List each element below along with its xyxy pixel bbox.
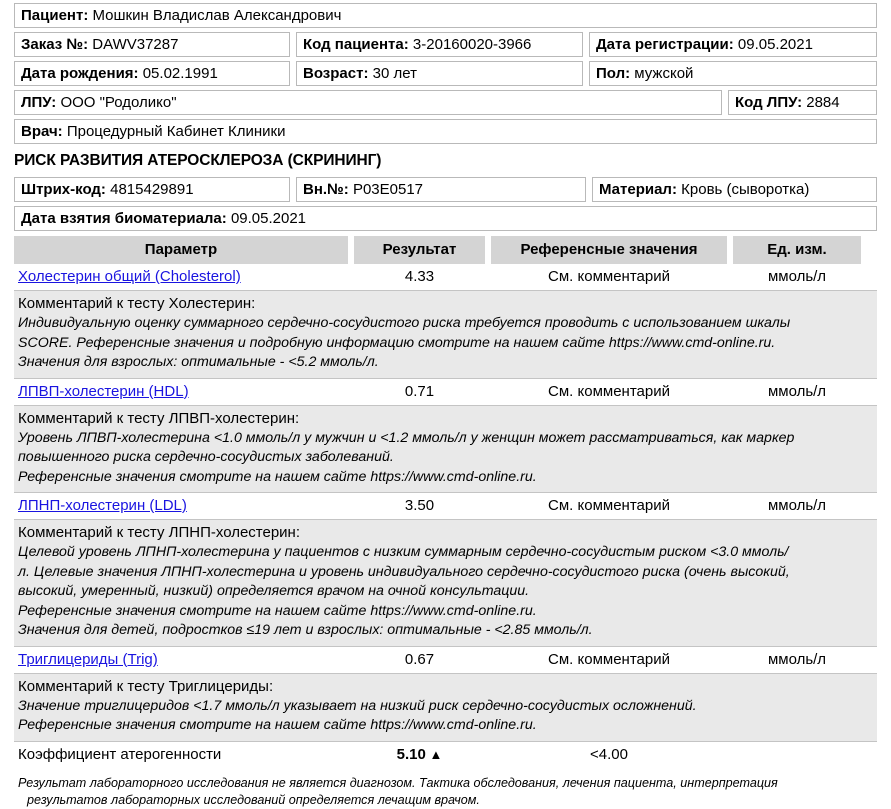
age-box — [296, 61, 583, 86]
comment-line: Референсные значения смотрите на нашем сайте https://www.cmd-online.ru. — [18, 468, 537, 485]
order-value: DAWV37287 — [92, 36, 179, 53]
barcode-box — [14, 177, 290, 202]
test-name-link[interactable]: ЛПВП-холестерин (HDL) — [18, 382, 189, 400]
cell-unit: ммоль/л — [767, 268, 827, 285]
header-row-order — [14, 32, 877, 57]
registration-date-box — [589, 32, 877, 57]
cell-reference: См. комментарий — [548, 650, 670, 668]
comment-line: повышенного риска сердечно-сосудистых заболеваний. — [18, 449, 394, 465]
comment-line: Уровень ЛПВП-холестерина <1.0 ммоль/л у мужчин и <1.2 ммоль/л у женщин может рассматриваться, как маркер — [18, 429, 795, 446]
registration-date-label: Дата регистрации: — [596, 36, 734, 53]
sex-value: мужской — [634, 65, 694, 82]
cell-result — [354, 382, 485, 402]
patient-name-box — [14, 3, 877, 28]
table-row — [14, 742, 877, 768]
column-header-result: Результат — [354, 236, 485, 264]
comment-body — [18, 429, 867, 488]
comment-line: Индивидуальную оценку суммарного сердечно-сосудистого риска требуется проводить с использованием шкалы — [18, 315, 791, 331]
internal-number-label: Вн.№: — [303, 181, 349, 198]
header-row-clinic — [14, 90, 877, 115]
column-header-reference: Референсные значения — [491, 236, 727, 264]
clinic-label: ЛПУ: — [21, 94, 57, 111]
material-value: Кровь (сыворотка) — [681, 181, 810, 198]
cell-result — [354, 650, 485, 670]
order-label: Заказ №: — [21, 36, 89, 53]
column-header-parameter: Параметр — [14, 236, 348, 264]
result-value: 4.33 — [404, 268, 435, 285]
results-table — [0, 236, 891, 768]
test-comment-block — [14, 405, 877, 494]
patient-code-label: Код пациента: — [303, 36, 409, 53]
clinic-code-box — [728, 90, 877, 115]
comment-line: Значение триглицеридов <1.7 ммоль/л указывает на низкий риск сердечно-сосудистых осложнений. — [18, 697, 697, 714]
header-row-demographics — [14, 61, 877, 86]
collection-date-box — [14, 206, 877, 231]
result-value: 3.50 — [404, 497, 435, 514]
abnormal-high-flag-icon: ▲ — [425, 746, 443, 762]
result-value: 0.67 — [404, 650, 435, 668]
comment-line: высокий, умеренный, низкий) определяется врачом на очной консультации. — [18, 583, 530, 599]
cell-reference: См. комментарий — [548, 268, 670, 285]
comment-heading: Комментарий к тесту ЛПВП-холестерин: — [18, 409, 300, 427]
comment-line: Значения для взрослых: оптимальные - <5.2 ммоль/л. — [18, 354, 379, 370]
disclaimer — [18, 775, 877, 809]
table-body — [14, 264, 877, 768]
comment-line: SCORE. Референсные значения и подробную информацию смотрите на нашем сайте https://www.cmd-online.ru. — [18, 334, 776, 351]
test-comment-block — [14, 290, 877, 379]
table-row — [14, 264, 877, 290]
comment-line: Референсные значения смотрите на нашем сайте https://www.cmd-online.ru. — [18, 717, 537, 733]
cell-result — [354, 745, 485, 765]
test-comment-block — [14, 673, 877, 742]
comment-body — [18, 314, 867, 373]
cell-unit: ммоль/л — [767, 497, 827, 514]
cell-result — [354, 496, 485, 516]
sample-info — [0, 174, 891, 231]
patient-value: Мошкин Владислав Александрович — [92, 7, 342, 24]
cell-parameter — [14, 496, 348, 516]
disclaimer-line-2: результатов лабораторных исследований определяется лечащим врачом. — [27, 792, 480, 807]
comment-body — [18, 543, 867, 641]
cell-parameter — [14, 745, 348, 765]
registration-date-value: 09.05.2021 — [737, 36, 813, 53]
doctor-label: Врач: — [21, 123, 63, 140]
sex-box — [589, 61, 877, 86]
comment-line: л. Целевые значения ЛПНП-холестерина и уровень индивидуального сердечно-сосудистого риска (очень высокий, — [18, 563, 790, 580]
barcode-label: Штрих-код: — [21, 181, 106, 198]
birth-date-label: Дата рождения: — [21, 65, 139, 82]
table-row — [14, 379, 877, 405]
test-name-link[interactable]: ЛПНП-холестерин (LDL) — [18, 497, 187, 514]
cell-reference: См. комментарий — [548, 382, 670, 400]
table-header-row — [14, 236, 877, 264]
test-name-link[interactable]: Холестерин общий (Cholesterol) — [18, 268, 241, 285]
doctor-box — [14, 119, 877, 144]
sample-row-1 — [14, 177, 877, 202]
result-value: 5.10 — [396, 745, 426, 763]
table-row — [14, 493, 877, 519]
comment-line: Референсные значения смотрите на нашем сайте https://www.cmd-online.ru. — [18, 602, 537, 619]
comment-heading: Комментарий к тесту Холестерин: — [18, 295, 256, 312]
patient-code-value: 3-20160020-3966 — [412, 36, 532, 53]
age-value: 30 лет — [372, 65, 417, 82]
age-label: Возраст: — [303, 65, 369, 82]
cell-parameter — [14, 267, 348, 287]
disclaimer-line-1: Результат лабораторного исследования не является диагнозом. Тактика обследования, лечения пациента, интерпретация — [18, 775, 778, 790]
birth-date-value: 05.02.1991 — [142, 65, 218, 82]
cell-result — [354, 267, 485, 287]
sex-label: Пол: — [596, 65, 631, 82]
collection-date-value: 09.05.2021 — [230, 210, 307, 227]
internal-number-box — [296, 177, 586, 202]
clinic-value: ООО "Родолико" — [60, 94, 177, 111]
comment-heading: Комментарий к тесту Триглицериды: — [18, 677, 274, 695]
comment-line: Значения для детей, подростков ≤19 лет и взрослых: оптимальные - <2.85 ммоль/л. — [18, 622, 593, 638]
clinic-box — [14, 90, 722, 115]
barcode-value: 4815429891 — [110, 181, 194, 198]
cell-reference: См. комментарий — [548, 497, 670, 514]
cell-unit: ммоль/л — [767, 650, 827, 668]
comment-body — [18, 697, 867, 736]
cell-reference: <4.00 — [590, 745, 628, 763]
header-row-patient — [14, 3, 877, 28]
patient-code-box — [296, 32, 583, 57]
test-name-link[interactable]: Триглицериды (Trig) — [18, 650, 158, 668]
result-value: 0.71 — [404, 382, 435, 400]
birth-date-box — [14, 61, 290, 86]
comment-heading: Комментарий к тесту ЛПНП-холестерин: — [18, 524, 301, 541]
column-header-unit: Ед. изм. — [733, 236, 861, 264]
internal-number-value: P03E0517 — [352, 181, 424, 198]
collection-date-label: Дата взятия биоматериала: — [21, 210, 227, 227]
header-row-doctor — [14, 119, 877, 144]
material-box — [592, 177, 877, 202]
order-number-box — [14, 32, 290, 57]
cell-parameter — [14, 382, 348, 402]
table-row — [14, 647, 877, 673]
test-comment-block — [14, 519, 877, 647]
clinic-code-label: Код ЛПУ: — [735, 94, 803, 111]
cell-parameter — [14, 650, 348, 670]
clinic-code-value: 2884 — [806, 94, 840, 111]
test-name-label: Коэффициент атерогенности — [18, 745, 222, 763]
sample-row-2 — [14, 206, 877, 231]
material-label: Материал: — [599, 181, 677, 198]
doctor-value: Процедурный Кабинет Клиники — [66, 123, 286, 140]
section-title: РИСК РАЗВИТИЯ АТЕРОСКЛЕРОЗА (СКРИНИНГ) — [14, 152, 382, 169]
patient-header — [0, 0, 891, 144]
patient-label: Пациент: — [21, 7, 89, 24]
comment-line: Целевой уровень ЛПНП-холестерина у пациентов с низким суммарным сердечно-сосудистым риском <3.0 ммоль/ — [18, 544, 789, 560]
cell-unit: ммоль/л — [767, 382, 827, 400]
